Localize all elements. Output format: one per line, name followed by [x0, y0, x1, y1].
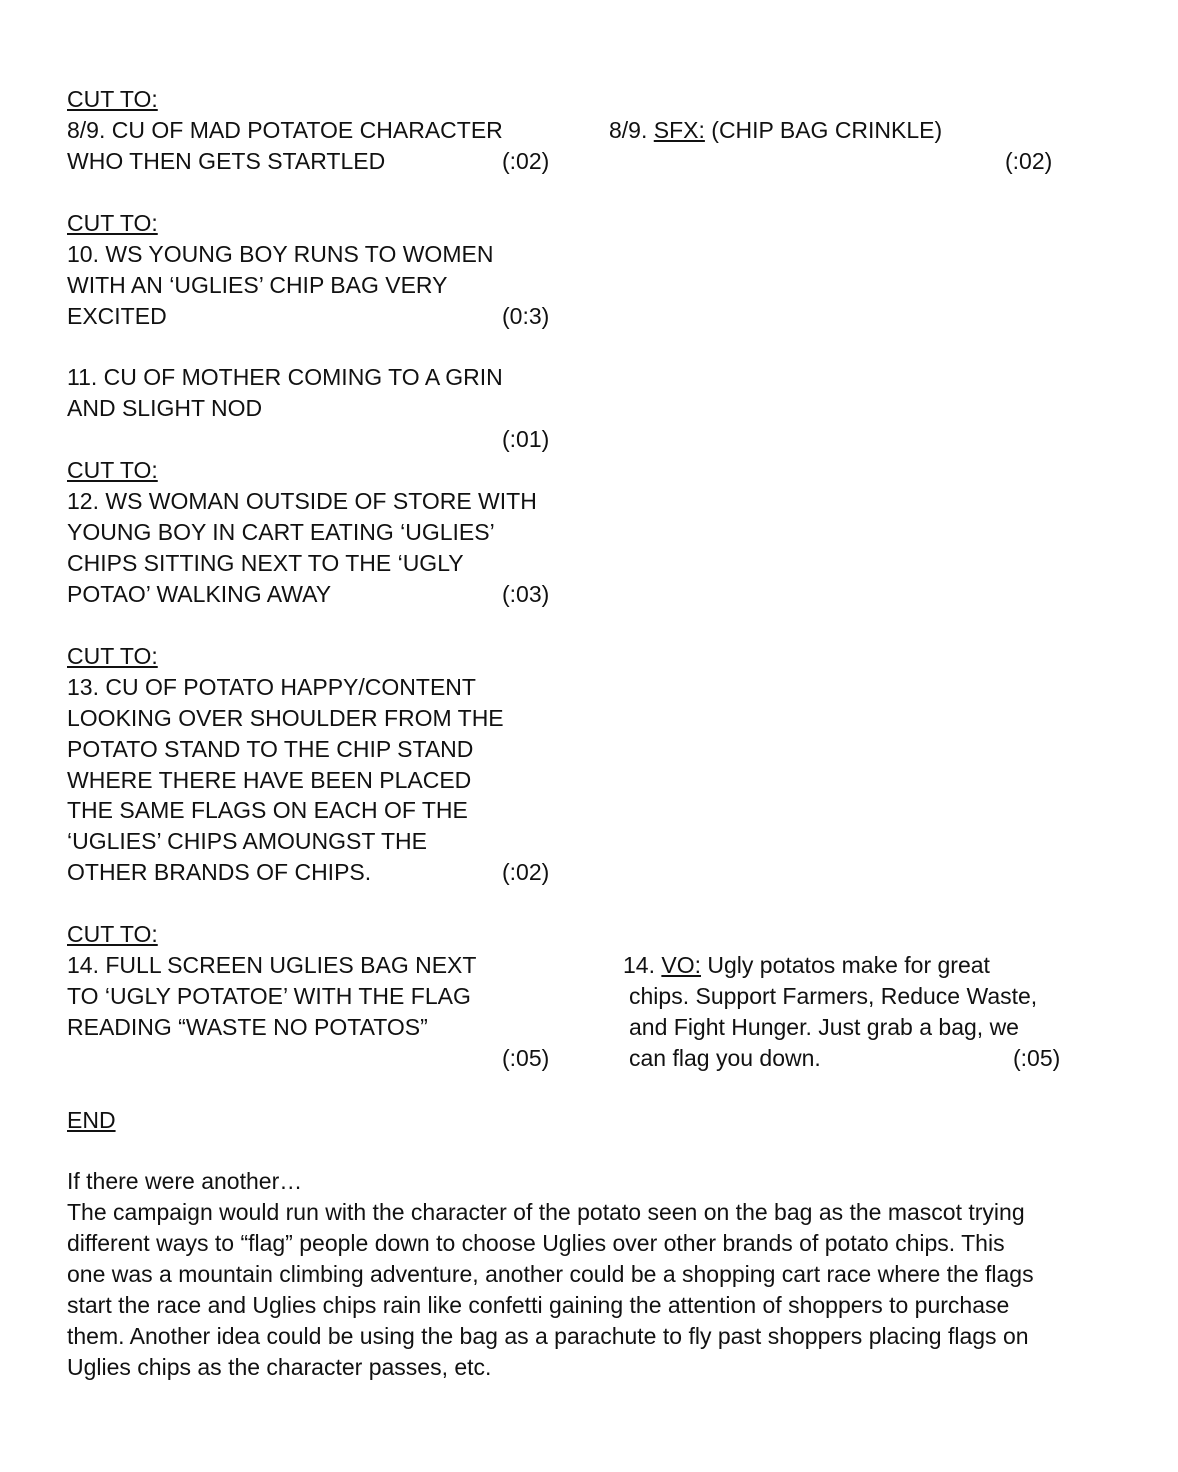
scene-13-line-2: LOOKING OVER SHOULDER FROM THE — [67, 705, 504, 731]
scene-12-line-3: CHIPS SITTING NEXT TO THE ‘UGLY — [67, 550, 464, 576]
sfx-label: SFX: — [653, 117, 705, 143]
notes-intro: If there were another… — [67, 1168, 303, 1194]
cut-to-heading: CUT TO: — [67, 457, 158, 483]
scene-10-line-3: EXCITED — [67, 303, 167, 329]
notes-paragraph — [67, 1166, 1087, 1383]
scene-14-audio-text: Ugly potatos make for great — [701, 952, 990, 978]
scene-8-line-2: WHO THEN GETS STARTLED — [67, 148, 386, 174]
scene-13-line-4: WHERE THERE HAVE BEEN PLACED — [67, 767, 472, 793]
scene-13-line-7: OTHER BRANDS OF CHIPS. — [67, 859, 372, 885]
notes-line: Uglies chips as the character passes, etc. — [67, 1354, 492, 1380]
scene-14-time: (:05) — [502, 1045, 550, 1071]
scene-14-audio-line-1 — [623, 950, 990, 981]
scene-8-line-1: 8/9. CU OF MAD POTATOE CHARACTER — [67, 117, 503, 143]
scene-12-time: (:03) — [502, 581, 550, 607]
scene-8-audio-time: (:02) — [1005, 148, 1053, 174]
scene-8-audio — [609, 115, 942, 146]
scene-8-time: (:02) — [502, 148, 550, 174]
scene-14-audio-line-2: chips. Support Farmers, Reduce Waste, — [629, 983, 1038, 1009]
cut-to-heading: CUT TO: — [67, 210, 158, 236]
scene-12-line-1: 12. WS WOMAN OUTSIDE OF STORE WITH — [67, 488, 537, 514]
cut-to-heading: CUT TO: — [67, 86, 158, 112]
scene-14-line-2: TO ‘UGLY POTATOE’ WITH THE FLAG — [67, 983, 471, 1009]
scene-13-line-5: THE SAME FLAGS ON EACH OF THE — [67, 797, 468, 823]
scene-12-line-2: YOUNG BOY IN CART EATING ‘UGLIES’ — [67, 519, 495, 545]
scene-13-line-1: 13. CU OF POTATO HAPPY/CONTENT — [67, 674, 476, 700]
notes-line: different ways to “flag” people down to choose Uglies over other brands of potato chips. This — [67, 1230, 1005, 1256]
vo-label: VO: — [661, 952, 701, 978]
scene-14-line-1: 14. FULL SCREEN UGLIES BAG NEXT — [67, 952, 477, 978]
scene-8-audio-text: (CHIP BAG CRINKLE) — [704, 117, 943, 143]
scene-13-line-3: POTATO STAND TO THE CHIP STAND — [67, 736, 474, 762]
scene-10-time: (0:3) — [502, 303, 550, 329]
notes-line: them. Another idea could be using the bag as a parachute to fly past shoppers placing flags on — [67, 1323, 1029, 1349]
notes-line: start the race and Uglies chips rain like confetti gaining the attention of shoppers to purchase — [67, 1292, 1010, 1318]
notes-line: one was a mountain climbing adventure, another could be a shopping cart race where the flags — [67, 1261, 1034, 1287]
end-label: END — [67, 1107, 116, 1133]
scene-14-audio-line-3: and Fight Hunger. Just grab a bag, we — [629, 1014, 1019, 1040]
scene-14-audio-line-4: can flag you down. — [629, 1045, 821, 1071]
scene-11-line-2: AND SLIGHT NOD — [67, 395, 263, 421]
scene-10-line-1: 10. WS YOUNG BOY RUNS TO WOMEN — [67, 241, 494, 267]
scene-14-audio-time: (:05) — [1013, 1045, 1061, 1071]
scene-12-line-4: POTAO’ WALKING AWAY — [67, 581, 332, 607]
cut-to-heading: CUT TO: — [67, 643, 158, 669]
scene-13-time: (:02) — [502, 859, 550, 885]
scene-14-line-3: READING “WASTE NO POTATOS” — [67, 1014, 428, 1040]
scene-11-time: (:01) — [502, 426, 550, 452]
notes-line: The campaign would run with the character of the potato seen on the bag as the mascot trying — [67, 1199, 1025, 1225]
scene-8-audio-prefix: 8/9. — [609, 117, 654, 143]
scene-11-line-1: 11. CU OF MOTHER COMING TO A GRIN — [67, 364, 503, 390]
scene-13-line-6: ‘UGLIES’ CHIPS AMOUNGST THE — [67, 828, 427, 854]
scene-14-audio-prefix: 14. — [623, 952, 662, 978]
scene-10-line-2: WITH AN ‘UGLIES’ CHIP BAG VERY — [67, 272, 448, 298]
cut-to-heading: CUT TO: — [67, 921, 158, 947]
